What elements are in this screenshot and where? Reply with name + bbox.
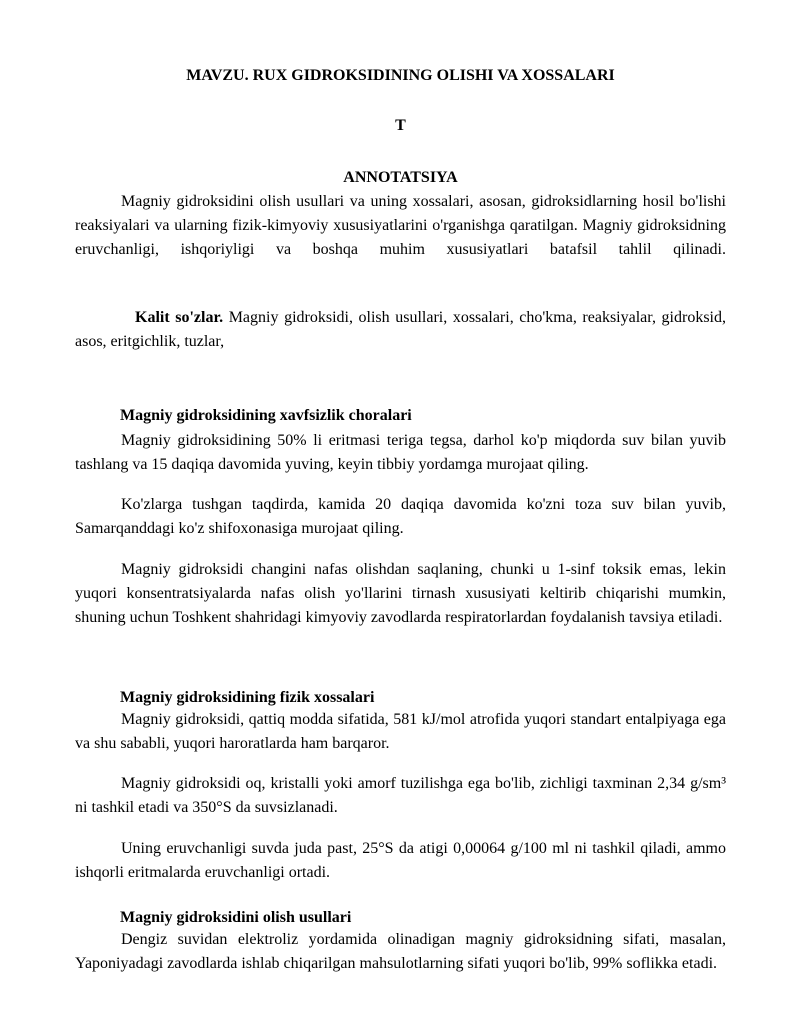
safety-paragraph-2: Ko'zlarga tushgan taqdirda, kamida 20 daqiqa davomida ko'zni toza suv bilan yuvib, Samarqanddagi ko'z shifoxonasiga murojaat qiling. [75,496,726,537]
section-heading-safety: Magniy gidroksidining xavfsizlik choralari [120,407,412,424]
safety-paragraph-1: Magniy gidroksidining 50% li eritmasi teriga tegsa, darhol ko'p miqdorda suv bilan yuvib tashlang va 15 daqiqa davomida yuving, keyin tibbiy yordamga murojaat qiling. [75,432,726,473]
section-heading-production: Magniy gidroksidini olish usullari [120,909,352,926]
keywords-paragraph [75,306,726,354]
production-paragraph-1: Dengiz suvidan elektroliz yordamida olinadigan magniy gidroksidning sifati, masalan, Yaponiyadagi zavodlarda ishlab chiqarilgan mahsulotlarning sifati yuqori bo'lib, 99% soflikka etadi. [75,931,726,972]
physical-paragraph-1: Magniy gidroksidi, qattiq modda sifatida, 581 kJ/mol atrofida yuqori standart entalpiyaga ega va shu sababli, yuqori haroratlarda ham barqaror. [75,711,726,752]
annotation-paragraph: Magniy gidroksidini olish usullari va uning xossalari, asosan, gidroksidlarning hosil bo'lishi reaksiyalari va ularning fizik-kimyoviy xususiyatlarini o'rganishga qaratilgan. Magniy gidroksidning eruvchanligi, ishqoriyligi va boshqa muhim xususiyatlari batafsil tahlil qilinadi. [75,193,726,258]
keywords-text: Magniy gidroksidi, olish usullari, xossalari, cho'kma, reaksiyalar, gidroksid, asos, eritgichlik, tuzlar, [75,309,726,350]
physical-paragraph-2: Magniy gidroksidi oq, kristalli yoki amorf tuzilishga ega bo'lib, zichligi taxminan 2,34 g/sm³ ni tashkil etadi va 350°S da suvsizlanadi. [75,775,726,816]
keywords-label: Kalit so'zlar. [135,309,224,326]
section-heading-physical: Magniy gidroksidining fizik xossalari [120,689,375,706]
safety-paragraph-3: Magniy gidroksidi changini nafas olishdan saqlaning, chunki u 1-sinf toksik emas, lekin yuqori konsentratsiyalarda nafas olish yo'llarini tirnash xususiyati keltirib chiqarishi mumkin, shuning uchun Toshkent shahridagi kimyoviy zavodlarda respiratorlardan foydalanish tavsiya etiladi. [75,561,726,626]
document-title: MAVZU. RUX GIDROKSIDINING OLISHI VA XOSSALARI [186,67,615,84]
title-letter: T [395,117,406,134]
annotation-heading: ANNOTATSIYA [343,169,458,186]
physical-paragraph-3: Uning eruvchanligi suvda juda past, 25°S da atigi 0,00064 g/100 ml ni tashkil qiladi, ammo ishqorli eritmalarda eruvchanligi ortadi. [75,840,726,881]
